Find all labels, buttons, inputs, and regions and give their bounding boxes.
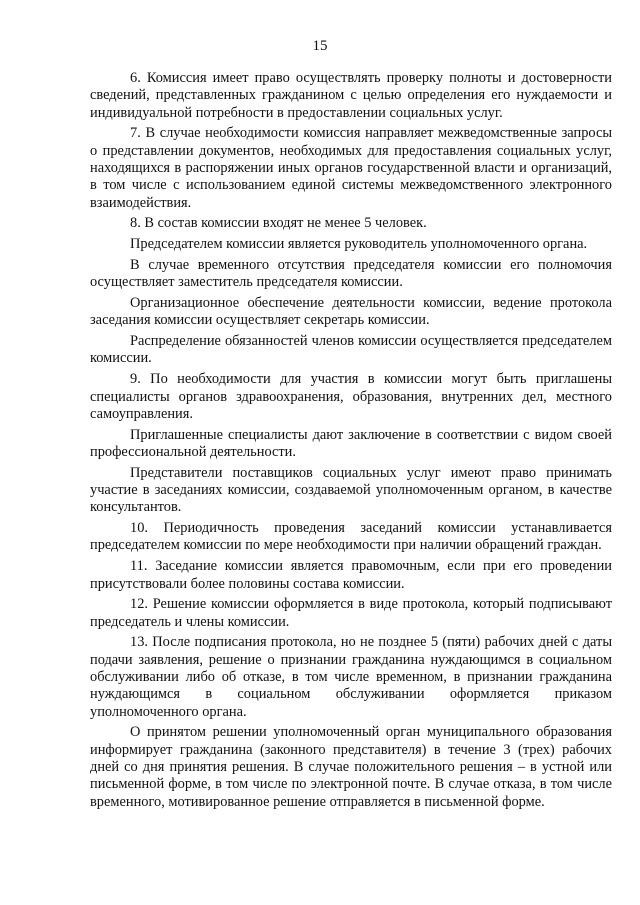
paragraph-notification: О принятом решении уполномоченный орган муниципального образования информирует гражданина (законного представителя) в течение 3 (трех) рабочих дней со дня принятия решения. В случае положительного решения – в устной или письменной форме, в том числе по электронной почте. В случае отказа, в том числе временного, мотивированное решение отправляется в письменной форме. [90, 724, 612, 810]
paragraph-12: 12. Решение комиссии оформляется в виде протокола, который подписывают председатель и члены комиссии. [90, 596, 612, 630]
paragraph-invited-specialists: Приглашенные специалисты дают заключение в соответствии с видом своей профессиональной деятельности. [90, 426, 612, 460]
paragraph-10: 10. Периодичность проведения заседаний комиссии устанавливается председателем комиссии по мере необходимости при наличии обращений граждан. [90, 520, 612, 554]
paragraph-8: 8. В состав комиссии входят не менее 5 человек. [130, 215, 427, 232]
document-body [90, 70, 612, 814]
page-number: 15 [312, 38, 328, 54]
paragraph-6: 6. Комиссия имеет право осуществлять проверку полноты и достоверности сведений, представленных гражданином с целью определения его нуждаемости и индивидуальной потребности в предоставлении социальных услуг. [90, 70, 612, 121]
paragraph-secretary: Организационное обеспечение деятельности комиссии, ведение протокола заседания комиссии осуществляет секретарь комиссии. [90, 295, 612, 329]
paragraph-9: 9. По необходимости для участия в комиссии могут быть приглашены специалисты органов здравоохранения, образования, внутренних дел, местного самоуправления. [90, 371, 612, 422]
paragraph-providers: Представители поставщиков социальных услуг имеют право принимать участие в заседаниях комиссии, создаваемой уполномоченным органом, в качестве консультантов. [90, 464, 612, 516]
paragraph-chairman: Председателем комиссии является руководитель уполномоченного органа. [130, 236, 588, 253]
paragraph-7: 7. В случае необходимости комиссия направляет межведомственные запросы о представлении документов, необходимых для предоставления социальных услуг, находящихся в распоряжении иных органов государственной власти и организаций, в том числе с использованием единой системы межведомственного электронного взаимодействия. [90, 125, 612, 211]
paragraph-duties: Распределение обязанностей членов комиссии осуществляется председателем комиссии. [90, 333, 612, 367]
paragraph-deputy: В случае временного отсутствия председателя комиссии его полномочия осуществляет заместитель председателя комиссии. [90, 256, 612, 291]
paragraph-11: 11. Заседание комиссии является правомочным, если при его проведении присутствовали более половины состава комиссии. [90, 558, 612, 592]
paragraph-13: 13. После подписания протокола, но не позднее 5 (пяти) рабочих дней с даты подачи заявления, решение о признании гражданина нуждающимся в социальном обслуживании либо об отказе, в том числе временном, в признании гражданина нуждающимся в социальном обслуживании оформляется приказом уполномоченного органа. [90, 634, 612, 720]
